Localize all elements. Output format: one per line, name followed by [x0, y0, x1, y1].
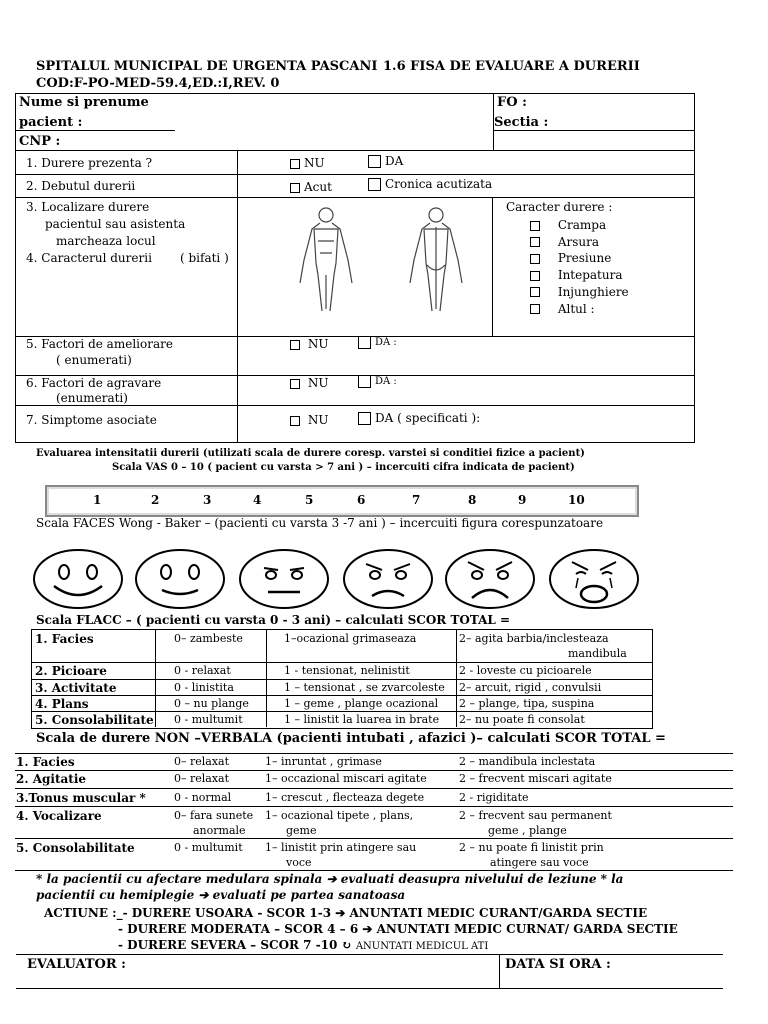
row5-label: 5. Factori de ameliorare — [26, 337, 173, 351]
row7-nu[interactable]: NU — [290, 413, 328, 427]
caracter-item-arsura[interactable]: Arsura — [530, 234, 629, 251]
flacc-r1-c2: 0– zambeste — [174, 632, 243, 645]
cnp-label: CNP : — [19, 134, 61, 149]
flacc-r1-c4: 2– agita barbia/inclesteaza — [459, 632, 609, 645]
nv-r4-c4b: geme , plange — [488, 824, 567, 837]
caracter-item-injunghiere[interactable]: Injunghiere — [530, 284, 629, 301]
caracter-item-intepatura[interactable]: Intepatura — [530, 267, 629, 284]
name-label: Nume si prenume — [19, 95, 149, 110]
flacc-r3-c2: 0 - linistita — [174, 681, 234, 694]
nv-r5-c2: 0 - multumit — [174, 841, 243, 854]
row6-da[interactable]: DA : — [358, 375, 397, 388]
fo-label: FO : — [497, 95, 527, 110]
face-8-icon[interactable] — [444, 548, 536, 610]
nv-r5-c4b: atingere sau voce — [490, 856, 589, 869]
vas-9[interactable]: 9 — [518, 493, 527, 507]
row1-da[interactable]: DA — [368, 154, 403, 168]
action-1: ACTIUNE :_- DURERE USOARA - SCOR 1-3 ➔ ANUNTATI MEDIC CURANT/GARDA SECTIE — [44, 906, 648, 920]
row2-cronica[interactable]: Cronica acutizata — [368, 177, 492, 191]
flacc-r1-c3: 1–ocazional grimaseaza — [284, 632, 417, 645]
vas-3[interactable]: 3 — [203, 493, 212, 507]
checkbox-icon — [368, 155, 381, 168]
nv-r4-c2: 0– fara sunete — [174, 809, 254, 822]
caracter-title: Caracter durere : — [506, 200, 613, 214]
face-6-icon[interactable] — [342, 548, 434, 610]
vas-8[interactable]: 8 — [468, 493, 477, 507]
nv-r3-c3: 1– crescut , flecteaza degete — [265, 791, 425, 804]
checkbox-icon — [530, 304, 540, 314]
row4-bifati: ( bifati ) — [180, 251, 229, 265]
face-0-icon[interactable] — [32, 548, 124, 610]
flacc-r4-c4: 2 – plange, tipa, suspina — [459, 697, 595, 710]
checkbox-icon — [530, 287, 540, 297]
row5-label-2: ( enumerati) — [56, 353, 132, 367]
flacc-r2-c3: 1 - tensionat, nelinistit — [284, 664, 410, 677]
form-code: COD:F-PO-MED-59.4,ED.:I,REV. 0 — [36, 76, 280, 91]
intensity-line2: Scala VAS 0 – 10 ( pacient cu varsta > 7 ani ) – incercuiti cifra indicata de pacient) — [112, 462, 575, 473]
arrow-right-icon: ➔ — [335, 906, 346, 920]
arrow-right-icon: ➔ — [326, 872, 337, 886]
checkbox-icon — [290, 416, 300, 426]
checkbox-icon — [358, 336, 371, 349]
flacc-r3-c3: 1 – tensionat , se zvarcoleste — [284, 681, 445, 694]
flacc-r4-c3: 1 – geme , plange ocazional — [284, 697, 439, 710]
caracter-list — [530, 217, 629, 317]
nv-r1-c3: 1– inruntat , grimase — [265, 755, 382, 768]
row6-label: 6. Factori de agravare — [26, 376, 162, 390]
checkbox-icon — [530, 271, 540, 281]
nv-r1-c1: 1. Facies — [16, 755, 75, 769]
flacc-r2-c4: 2 - loveste cu picioarele — [459, 664, 592, 677]
nv-r4-c1: 4. Vocalizare — [16, 809, 102, 823]
nv-r3-c1: 3.Tonus muscular * — [16, 791, 146, 805]
vas-5[interactable]: 5 — [305, 493, 314, 507]
flacc-title: Scala FLACC – ( pacienti cu varsta 0 - 3 ani) – calculati SCOR TOTAL = — [36, 613, 511, 627]
row2-label: 2. Debutul durerii — [26, 179, 136, 193]
nv-r5-c3: 1– linistit prin atingere sau — [265, 841, 417, 854]
evaluator-label: EVALUATOR : — [27, 957, 126, 972]
checkbox-icon — [530, 237, 540, 247]
intensity-line1: Evaluarea intensitatii durerii (utilizati scala de durere coresp. varstei si conditiei fizice a pacient) — [36, 448, 585, 459]
checkbox-icon — [290, 379, 300, 389]
nv-r4-c3b: geme — [286, 824, 317, 837]
name-label-2: pacient : — [19, 115, 83, 130]
vas-4[interactable]: 4 — [253, 493, 262, 507]
row1-nu[interactable]: NU — [290, 156, 325, 170]
sectia-label: Sectia : — [494, 115, 549, 130]
nv-r2-c4: 2 – frecvent miscari agitate — [459, 772, 612, 785]
face-10-icon[interactable] — [548, 548, 640, 610]
curved-arrow-icon: ↻ — [341, 938, 352, 952]
nv-r4-c4: 2 – frecvent sau permanent — [459, 809, 612, 822]
action-3: - DURERE SEVERA – SCOR 7 -10 ↻ ANUNTATI MEDICUL ATI — [118, 938, 489, 952]
body-diagram-icon[interactable] — [290, 205, 480, 315]
flacc-r4-c1: 4. Plans — [35, 697, 89, 711]
nv-r1-c2: 0– relaxat — [174, 755, 230, 768]
checkbox-icon — [358, 412, 371, 425]
flacc-r1-c4b: mandibula — [568, 647, 627, 660]
hospital-name: SPITALUL MUNICIPAL DE URGENTA PASCANI — [36, 59, 378, 74]
note-2: pacientii cu hemiplegie ➔ evaluati pe partea sanatoasa — [36, 888, 406, 902]
face-4-icon[interactable] — [238, 548, 330, 610]
date-time-label: DATA SI ORA : — [505, 957, 611, 972]
nv-r4-c2b: anormale — [193, 824, 246, 837]
caracter-item-altul[interactable]: Altul : — [530, 301, 629, 318]
vas-2[interactable]: 2 — [151, 493, 160, 507]
vas-10[interactable]: 10 — [568, 493, 585, 507]
row3-label-2: pacientul sau asistenta — [45, 217, 186, 231]
flacc-r1-c1: 1. Facies — [35, 632, 94, 646]
checkbox-icon — [290, 340, 300, 350]
checkbox-icon — [290, 159, 300, 169]
flacc-r4-c2: 0 – nu plange — [174, 697, 249, 710]
nv-r3-c2: 0 - normal — [174, 791, 232, 804]
nv-r5-c3b: voce — [286, 856, 312, 869]
arrow-right-icon: ➔ — [198, 888, 209, 902]
arrow-right-icon: ➔ — [362, 922, 373, 936]
row3-label: 3. Localizare durere — [26, 200, 150, 214]
checkbox-icon — [358, 375, 371, 388]
faces-title: Scala FACES Wong - Baker – (pacienti cu varsta 3 -7 ani ) – incercuiti figura corespunzatoare — [36, 516, 604, 530]
row2-acut[interactable]: Acut — [290, 180, 332, 194]
nv-r2-c1: 2. Agitatie — [16, 772, 87, 786]
nonverbal-title: Scala de durere NON –VERBALA (pacienti intubati , afazici )– calculati SCOR TOTAL = — [36, 731, 666, 746]
nv-r2-c2: 0– relaxat — [174, 772, 230, 785]
flacc-r3-c1: 3. Activitate — [35, 681, 117, 695]
row6-nu[interactable]: NU — [290, 376, 328, 390]
flacc-r5-c1: 5. Consolabilitate — [35, 713, 154, 727]
nv-r5-c4: 2 – nu poate fi linistit prin — [459, 841, 604, 854]
checkbox-icon — [530, 254, 540, 264]
form-title: 1.6 FISA DE EVALUARE A DURERII — [383, 59, 640, 74]
nv-r3-c4: 2 - rigiditate — [459, 791, 529, 804]
nv-r4-c3: 1– ocazional tipete , plans, — [265, 809, 414, 822]
caracter-item-crampa[interactable]: Crampa — [530, 217, 629, 234]
checkbox-icon — [530, 221, 540, 231]
row1-label: 1. Durere prezenta ? — [26, 156, 152, 170]
action-2: - DURERE MODERATA – SCOR 4 – 6 ➔ ANUNTATI MEDIC CURNAT/ GARDA SECTIE — [118, 922, 678, 936]
nv-r1-c4: 2 – mandibula inclestata — [459, 755, 596, 768]
row7-label: 7. Simptome asociate — [26, 413, 157, 427]
checkbox-icon — [290, 183, 300, 193]
nv-r5-c1: 5. Consolabilitate — [16, 841, 135, 855]
nv-r2-c3: 1– occazional miscari agitate — [265, 772, 427, 785]
vas-1[interactable]: 1 — [93, 493, 102, 507]
flacc-r2-c2: 0 - relaxat — [174, 664, 231, 677]
row4-label: 4. Caracterul durerii — [26, 251, 152, 265]
checkbox-icon — [368, 178, 381, 191]
caracter-item-presiune[interactable]: Presiune — [530, 250, 629, 267]
row5-nu[interactable]: NU — [290, 337, 328, 351]
face-2-icon[interactable] — [134, 548, 226, 610]
flacc-r3-c4: 2– arcuit, rigid , convulsii — [459, 681, 602, 694]
note-1: * la pacientii cu afectare medulara spinala ➔ evaluati deasupra nivelului de leziune * la — [36, 872, 624, 886]
vas-6[interactable]: 6 — [357, 493, 366, 507]
flacc-r5-c4: 2– nu poate fi consolat — [459, 713, 585, 726]
vas-7[interactable]: 7 — [412, 493, 421, 507]
row5-da[interactable]: DA : — [358, 336, 397, 349]
flacc-r2-c1: 2. Picioare — [35, 664, 107, 678]
flacc-r5-c3: 1 – linistit la luarea in brate — [284, 713, 440, 726]
vas-scale — [45, 485, 639, 517]
row3-label-3: marcheaza locul — [56, 234, 156, 248]
row7-da[interactable]: DA ( specificati ): — [358, 411, 480, 425]
row6-label-2: (enumerati) — [56, 391, 128, 405]
flacc-r5-c2: 0 - multumit — [174, 713, 243, 726]
